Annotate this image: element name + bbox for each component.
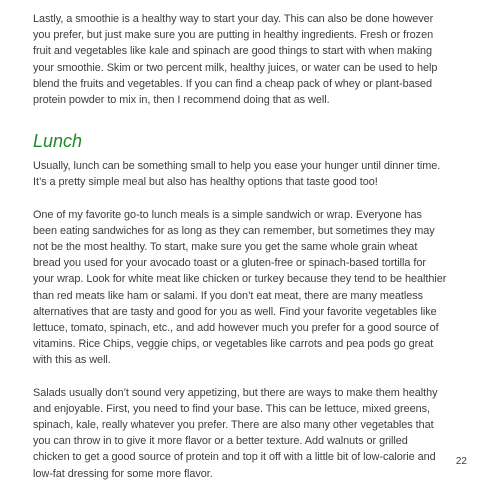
lunch-paragraph-1: Usually, lunch can be something small to help you ease your hunger until dinner time. It’s a pretty simple meal but also has healthy options that taste good too!	[33, 160, 441, 189]
lunch-paragraph-3: Salads usually don’t sound very appetizing, but there are ways to make them healthy and enjoyable. First, you need to find your base. This can be lettuce, mixed greens, spinach, kale, really whatever you prefer. There are also many other vegetables that you can throw in to give it more flavor or a better texture. Add walnuts or grilled chicken to get a good source of protein and top it off with a little bit of low-calorie and low-fat dressing for some more flavor.	[33, 386, 438, 480]
page-number: 22	[455, 456, 467, 467]
page-content	[33, 11, 447, 482]
section-heading-lunch: Lunch	[33, 131, 83, 152]
lunch-paragraph-2: One of my favorite go-to lunch meals is a simple sandwich or wrap. Everyone has been eating sandwiches for as long as they can remember, but sometimes they may not be the most healthy. To start, make sure you get the same whole grain wheat bread you used for your avocado toast or a gluten-free or spinach-based tortilla for your wrap. Look for white meat like chicken or turkey because they tend to be healthier than red meats like ham or salami. If you don’t eat meat, there are many meatless alternatives that are tasty and good for you as well. Find your favorite vegetables like lettuce, tomato, spinach, etc., and add however much you prefer for a good source of vitamins. Rice Chips, veggie chips, or vegetables like carrots and pea pods go great with this as well.	[33, 208, 447, 367]
intro-paragraph: Lastly, a smoothie is a healthy way to start your day. This can also be done however you prefer, but just make sure you are putting in healthy ingredients. Fresh or frozen fruit and vegetables like kale and spinach are good things to start with when making your smoothie. Skim or two percent milk, healthy juices, or water can be used to help blend the fruits and vegetables. If you can find a cheap pack of whey or plant-based protein powder to mix in, then I recommend doing that as well.	[33, 13, 438, 107]
